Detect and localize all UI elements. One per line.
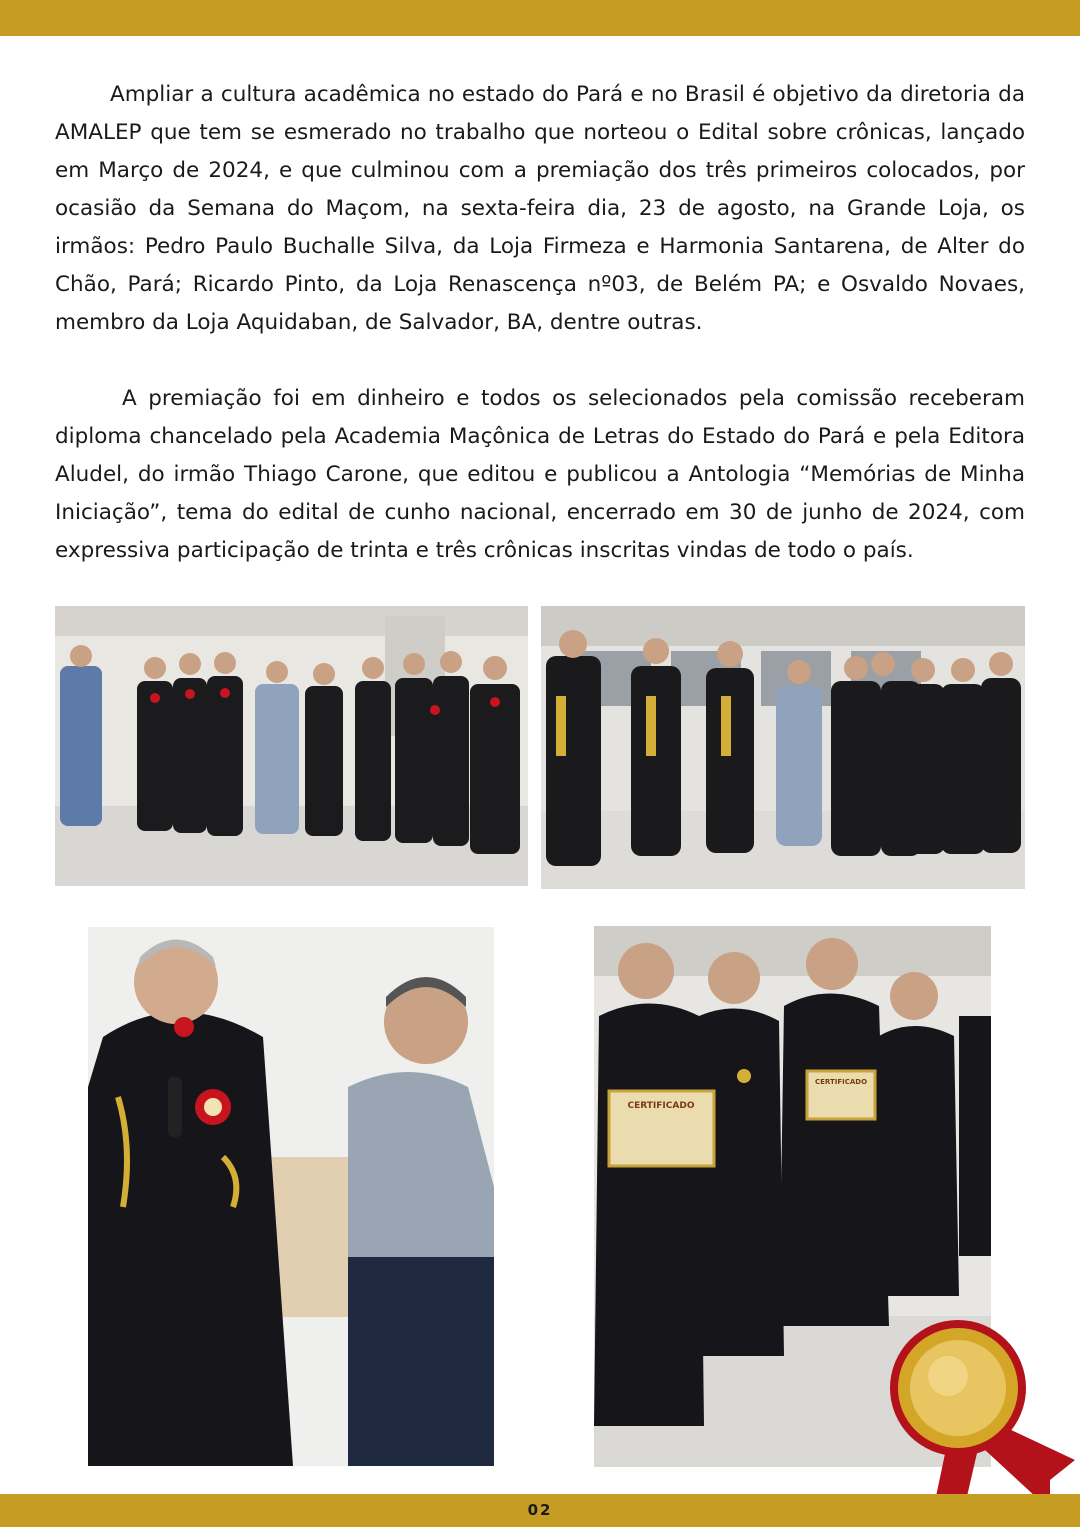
certificate-card-right	[807, 1071, 875, 1119]
article-paragraph-2: A premiação foi em dinheiro e todos os selecionados pela comissão receberam diploma chancelado pela Academia Maçônica de Letras do Estado do Pará e pela Editora Aludel, do irmão Thiago Carone, que editou e publicou a Antologia “Memórias de Minha Iniciação”, tema do edital de cunho nacional, encerrado em 30 de junho de 2024, com expressiva participação de trinta e três crônicas inscritas vindas de todo o país.	[55, 386, 1025, 563]
certificate-label-left: CERTIFICADO	[627, 1101, 695, 1111]
page-number: 02	[527, 1501, 553, 1519]
top-decorative-band	[0, 0, 1080, 36]
photo-speaker-with-microphone	[88, 927, 494, 1466]
photo-group-ceremony-right	[541, 606, 1025, 889]
article-body	[55, 76, 1025, 608]
article-paragraph-1: Ampliar a cultura acadêmica no estado do Pará e no Brasil é objetivo da diretoria da AMALEP que tem se esmerado no trabalho que norteou o Edital sobre crônicas, lançado em Março de 2024, e que culminou com a premiação dos três primeiros colocados, por ocasião da Semana do Maçom, na sexta-feira dia, 23 de agosto, na Grande Loja, os irmãos: Pedro Paulo Buchalle Silva, da Loja Firmeza e Harmonia Santarena, de Alter do Chão, Pará; Ricardo Pinto, da Loja Renascença nº03, de Belém PA; e Osvaldo Novaes, membro da Loja Aquidaban, de Salvador, BA, dentre outras.	[55, 82, 1025, 335]
certificate-card-left	[609, 1091, 714, 1166]
photo-group-ceremony-left	[55, 606, 528, 886]
certificate-label-right: CERTIFICADO	[814, 1078, 868, 1086]
